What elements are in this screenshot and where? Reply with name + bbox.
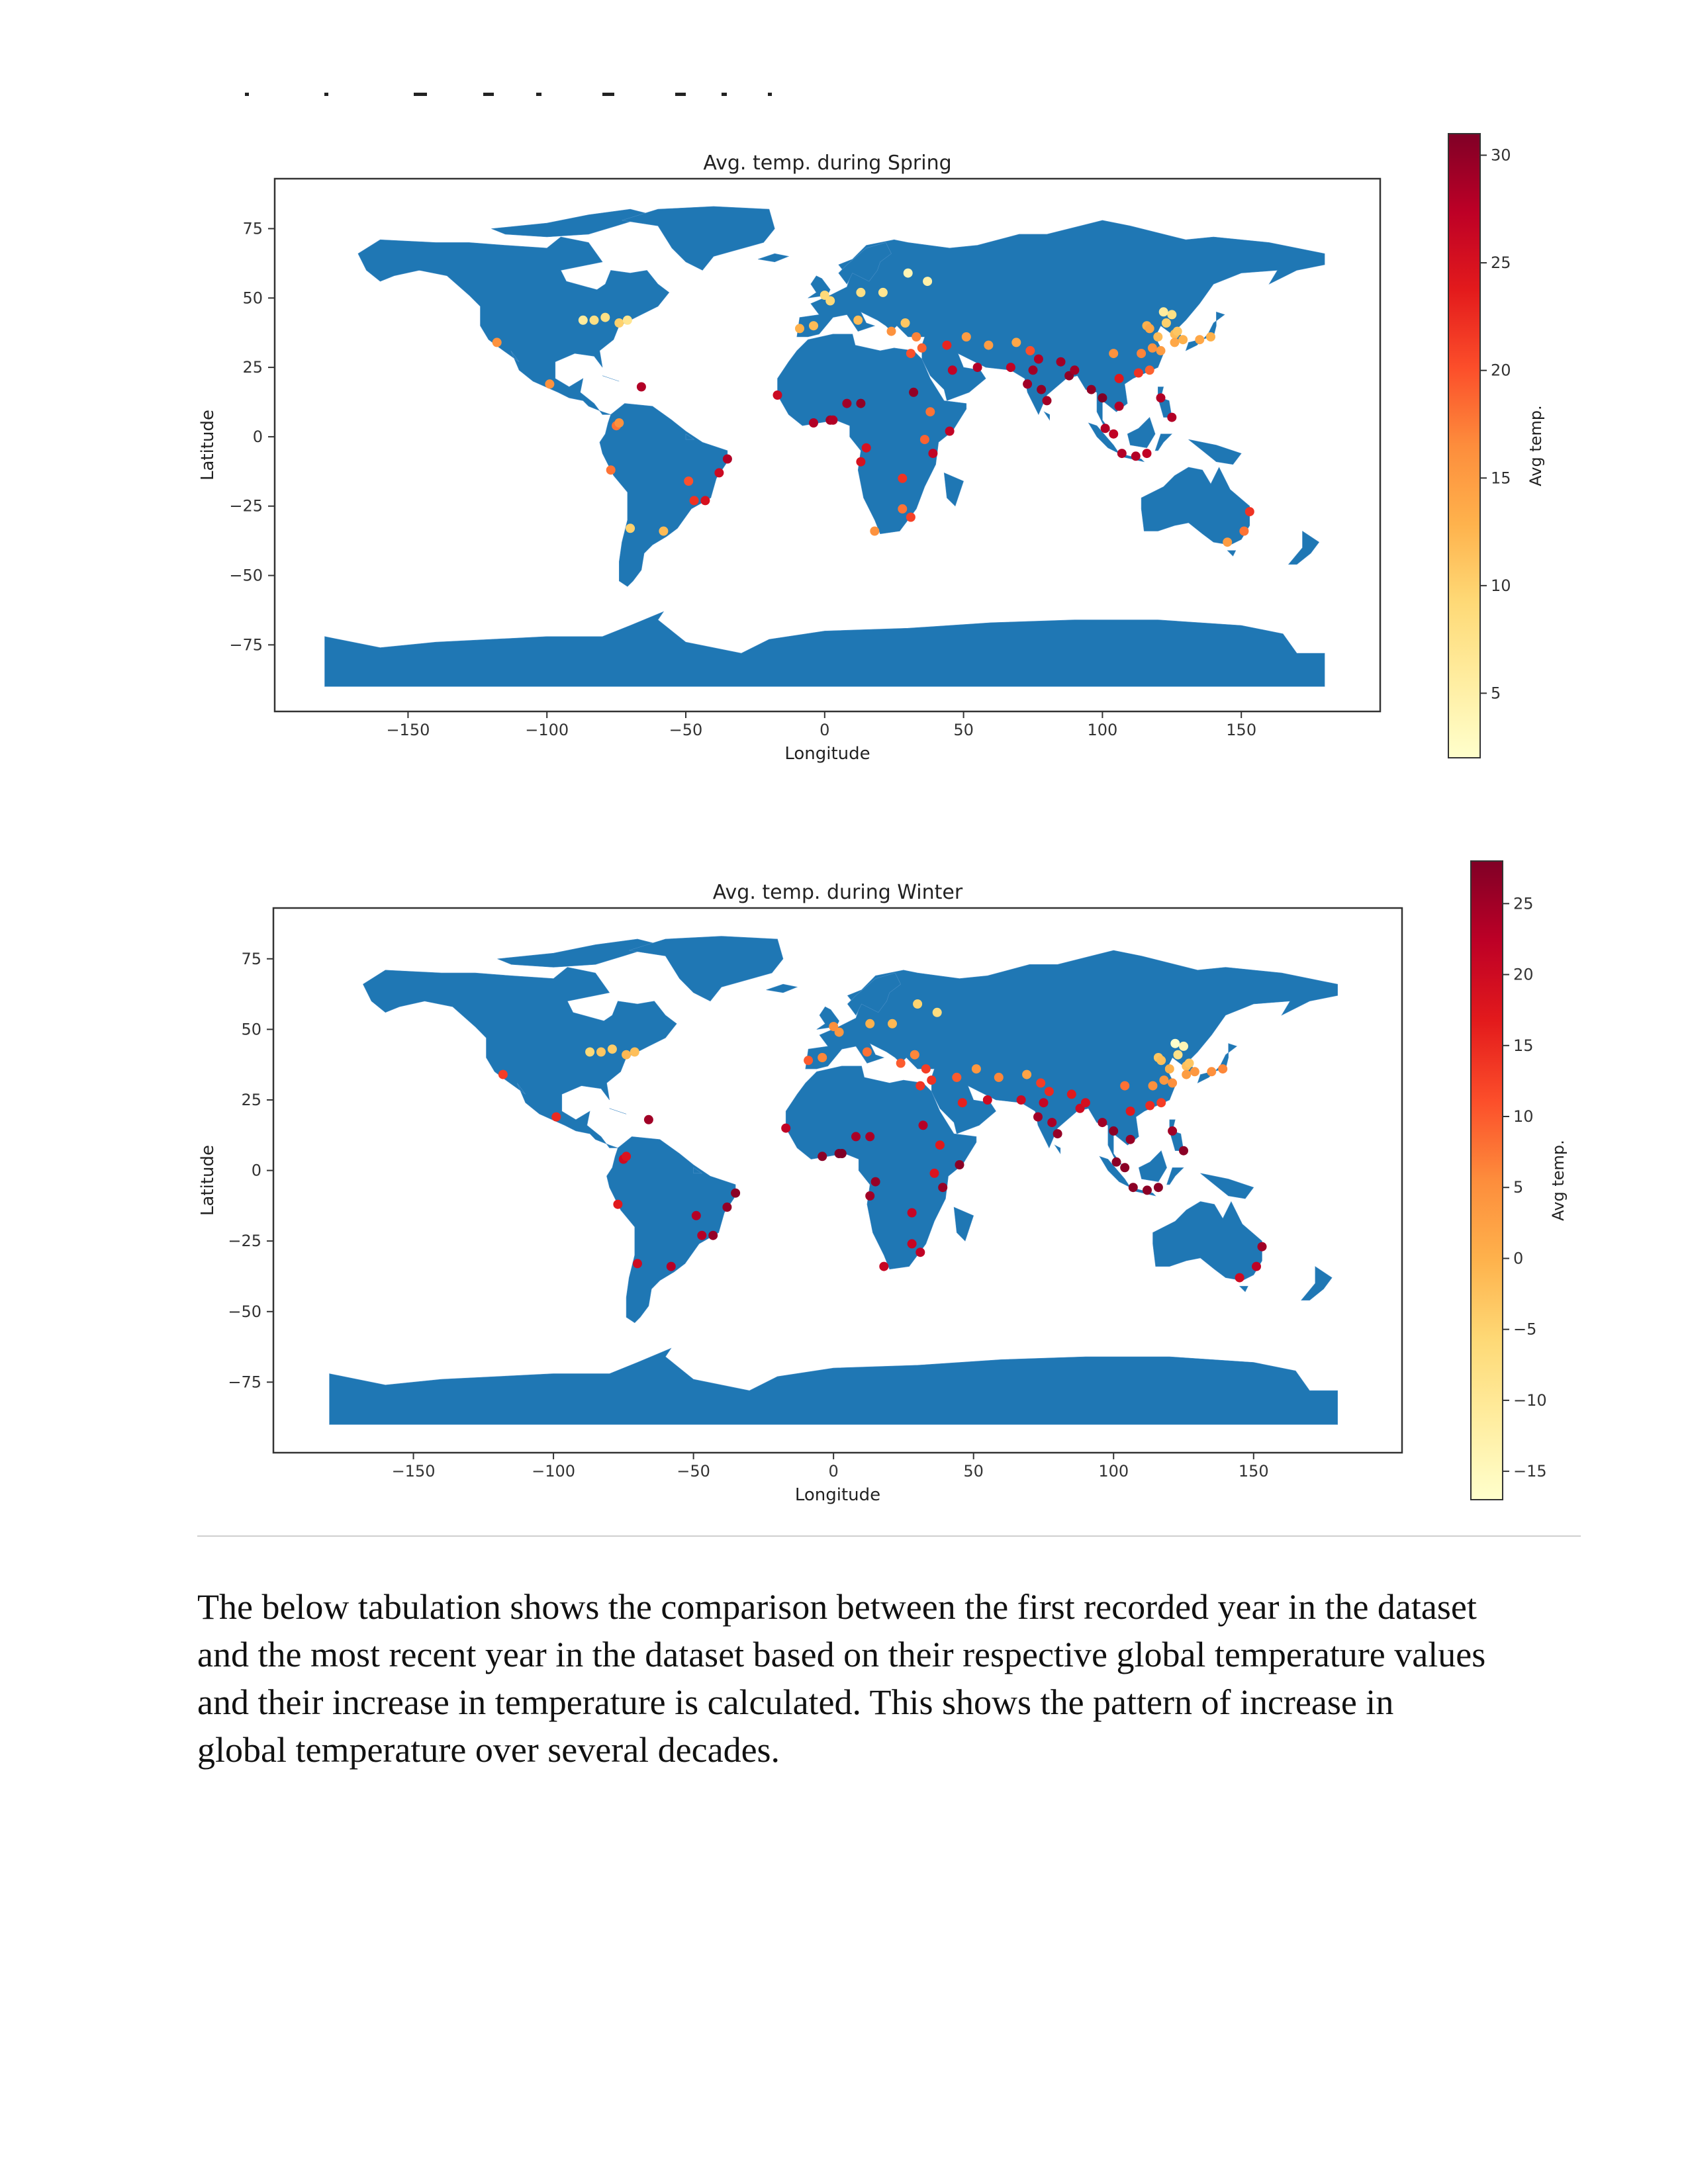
city-point <box>1156 393 1166 402</box>
city-point <box>1098 1118 1107 1127</box>
city-point <box>1023 379 1032 388</box>
city-point <box>863 1048 872 1057</box>
city-point <box>1039 1098 1049 1107</box>
city-point <box>700 496 710 505</box>
city-point <box>633 1259 642 1268</box>
y-tick-label: −25 <box>228 1232 261 1251</box>
y-tick-label: 25 <box>242 358 263 377</box>
city-point <box>935 1140 945 1150</box>
city-point <box>1120 1163 1129 1172</box>
city-point <box>938 1183 947 1192</box>
city-point <box>955 1160 964 1169</box>
city-point <box>613 1200 622 1209</box>
body-paragraph: The below tabulation shows the comparison between the first recorded year in the dataset and the most recent year in the dataset based on their respective global temperature values and their increase in temperature is calculated. This shows the pattern of increase in global temperature over several decades. <box>197 1587 1486 1770</box>
city-point <box>622 1050 631 1060</box>
city-point <box>913 999 922 1009</box>
city-point <box>1033 1113 1043 1122</box>
city-point <box>1195 335 1204 344</box>
city-point <box>1154 1183 1163 1192</box>
x-tick-label: −100 <box>525 721 569 739</box>
city-point <box>984 341 993 350</box>
city-point <box>585 1048 594 1057</box>
chart-title: Avg. temp. during Spring <box>703 152 952 175</box>
city-point <box>1182 1070 1191 1079</box>
city-point <box>898 504 907 514</box>
city-point <box>551 1113 561 1122</box>
city-point <box>1223 537 1232 547</box>
city-point <box>614 418 624 428</box>
cropped-header-marks <box>245 93 774 98</box>
city-point <box>1109 1126 1118 1136</box>
city-point <box>1081 1098 1090 1107</box>
city-point <box>1109 430 1118 439</box>
city-point <box>856 457 865 467</box>
colorbar <box>1471 861 1503 1500</box>
city-point <box>1029 365 1038 375</box>
y-tick-label: 50 <box>242 289 263 308</box>
city-point <box>912 332 921 341</box>
city-point <box>865 1019 874 1028</box>
city-point <box>909 388 918 397</box>
y-tick-label: 50 <box>241 1020 261 1039</box>
city-point <box>962 332 971 341</box>
city-point <box>1178 335 1188 344</box>
city-point <box>614 318 624 328</box>
winter-figure <box>0 834 1688 1516</box>
city-point <box>1101 424 1110 433</box>
x-axis-label: Longitude <box>794 1485 881 1505</box>
city-point <box>1120 1081 1129 1091</box>
city-point <box>731 1189 740 1198</box>
city-point <box>722 1203 731 1212</box>
city-point <box>919 1120 928 1130</box>
city-point <box>692 1211 701 1220</box>
city-point <box>888 1019 897 1028</box>
city-point <box>1174 1050 1183 1060</box>
city-point <box>1025 346 1035 355</box>
city-point <box>906 513 915 522</box>
city-point <box>1207 1067 1216 1076</box>
city-point <box>622 1152 631 1161</box>
city-point <box>1156 346 1166 355</box>
city-point <box>630 1048 639 1057</box>
city-point <box>795 324 804 333</box>
x-tick-label: 100 <box>1098 1462 1129 1480</box>
city-point <box>925 407 935 416</box>
city-point <box>1159 307 1168 316</box>
city-point <box>1117 449 1127 458</box>
city-point <box>1053 1129 1062 1138</box>
city-point <box>667 1262 676 1271</box>
city-point <box>1258 1242 1267 1251</box>
city-point <box>1115 374 1124 383</box>
colorbar <box>1448 134 1480 758</box>
city-point <box>1109 349 1118 358</box>
city-point <box>829 1022 838 1031</box>
city-point <box>1190 1067 1199 1076</box>
city-point <box>1165 1064 1174 1073</box>
city-point <box>684 477 693 486</box>
city-point <box>545 379 554 388</box>
city-point <box>842 399 851 408</box>
city-point <box>492 338 502 347</box>
y-tick-label: −50 <box>229 566 263 585</box>
city-point <box>1134 369 1143 378</box>
city-point <box>590 316 599 325</box>
city-point <box>917 343 927 353</box>
city-point <box>626 523 635 533</box>
city-point <box>1156 1056 1166 1065</box>
x-tick-label: 0 <box>828 1462 839 1480</box>
city-point <box>878 288 888 297</box>
y-tick-label: −50 <box>228 1302 261 1321</box>
city-point <box>1017 1095 1026 1105</box>
city-point <box>690 496 699 505</box>
city-point <box>596 1048 606 1057</box>
y-tick-label: −75 <box>229 635 263 655</box>
colorbar-tick-label: 15 <box>1513 1036 1534 1055</box>
city-point <box>1170 1039 1180 1048</box>
city-point <box>1149 1081 1158 1091</box>
city-point <box>927 1075 936 1085</box>
x-axis-label: Longitude <box>784 744 870 764</box>
city-point <box>1218 1064 1227 1073</box>
city-point <box>896 1059 906 1068</box>
city-point <box>901 318 910 328</box>
y-tick-label: −25 <box>229 496 263 516</box>
city-point <box>1235 1273 1244 1283</box>
city-point <box>714 468 724 477</box>
city-point <box>1185 1059 1194 1068</box>
city-point <box>1168 1078 1177 1087</box>
city-point <box>498 1070 508 1079</box>
x-tick-label: −150 <box>386 721 430 739</box>
city-point <box>1067 1089 1076 1099</box>
city-point <box>1167 310 1176 319</box>
city-point <box>1145 1101 1154 1111</box>
city-point <box>945 427 955 436</box>
city-point <box>952 1073 961 1082</box>
colorbar-label: Avg temp. <box>1526 405 1545 486</box>
city-point <box>1043 396 1052 405</box>
city-point <box>928 449 937 458</box>
city-point <box>887 327 896 336</box>
city-point <box>1245 507 1254 516</box>
x-tick-label: −50 <box>677 1462 710 1480</box>
chart-title: Avg. temp. during Winter <box>712 881 963 904</box>
city-point <box>1047 1118 1056 1127</box>
city-point <box>606 465 616 475</box>
y-tick-label: 0 <box>252 427 263 446</box>
spring-chart <box>0 106 1688 781</box>
city-point <box>933 1008 942 1017</box>
y-tick-label: −75 <box>228 1373 261 1392</box>
city-point <box>1022 1070 1031 1079</box>
x-tick-label: 150 <box>1238 1462 1269 1480</box>
city-point <box>994 1073 1004 1082</box>
y-tick-label: 75 <box>241 949 261 968</box>
city-point <box>697 1231 706 1240</box>
city-point <box>879 1262 888 1271</box>
city-point <box>1011 338 1021 347</box>
city-point <box>579 316 588 325</box>
city-point <box>865 1191 874 1201</box>
city-point <box>809 321 818 330</box>
city-point <box>1098 393 1107 402</box>
colorbar-tick-label: 10 <box>1513 1107 1534 1126</box>
y-tick-label: 0 <box>251 1161 261 1180</box>
city-point <box>862 443 871 453</box>
city-point <box>942 341 951 350</box>
city-point <box>837 1149 847 1158</box>
x-tick-label: 150 <box>1226 721 1257 739</box>
city-point <box>865 1132 874 1141</box>
colorbar-tick-label: 10 <box>1491 576 1511 595</box>
city-point <box>1034 355 1043 364</box>
city-point <box>856 399 865 408</box>
city-point <box>1143 1185 1152 1195</box>
city-point <box>637 383 646 392</box>
city-point <box>773 390 782 400</box>
city-point <box>1145 365 1154 375</box>
city-point <box>623 316 632 325</box>
spring-figure <box>0 106 1688 781</box>
city-point <box>608 1044 617 1054</box>
colorbar-tick-label: −15 <box>1513 1462 1547 1481</box>
city-point <box>1070 365 1079 375</box>
y-tick-label: 25 <box>241 1090 261 1109</box>
city-point <box>915 1081 925 1091</box>
x-tick-label: 0 <box>820 721 830 739</box>
city-point <box>1126 1107 1135 1116</box>
city-point <box>871 1177 880 1187</box>
city-point <box>906 349 915 358</box>
city-point <box>659 527 668 536</box>
city-point <box>920 435 929 444</box>
city-point <box>1167 413 1176 422</box>
city-point <box>1143 449 1152 458</box>
colorbar-tick-label: −5 <box>1513 1320 1537 1339</box>
city-point <box>1129 1183 1138 1192</box>
city-point <box>1159 1075 1168 1085</box>
city-point <box>1173 327 1182 336</box>
city-point <box>1170 338 1180 347</box>
city-point <box>1126 1135 1135 1144</box>
city-point <box>644 1115 653 1124</box>
city-point <box>1162 318 1171 328</box>
city-point <box>1179 1146 1188 1156</box>
city-point <box>820 291 829 300</box>
city-point <box>1153 332 1162 341</box>
city-point <box>1045 1087 1054 1096</box>
city-point <box>818 1152 827 1161</box>
city-point <box>1115 402 1124 411</box>
city-point <box>958 1098 967 1107</box>
city-point <box>870 527 879 536</box>
city-point <box>818 1053 827 1062</box>
colorbar-tick-label: −10 <box>1513 1390 1547 1410</box>
city-point <box>1179 1042 1188 1051</box>
colorbar-tick-label: 0 <box>1513 1249 1524 1268</box>
colorbar-tick-label: 5 <box>1513 1178 1524 1197</box>
x-tick-label: −150 <box>391 1462 436 1480</box>
city-point <box>804 1056 813 1065</box>
x-tick-label: 50 <box>953 721 974 739</box>
city-point <box>908 1208 917 1218</box>
city-point <box>600 313 610 322</box>
city-point <box>1239 527 1248 536</box>
city-point <box>1252 1262 1261 1271</box>
city-point <box>809 418 818 428</box>
colorbar-tick-label: 30 <box>1491 146 1511 165</box>
colorbar-tick-label: 20 <box>1513 965 1534 984</box>
x-tick-label: −50 <box>669 721 703 739</box>
city-point <box>1112 1158 1121 1167</box>
city-point <box>856 288 865 297</box>
colorbar-tick-label: 15 <box>1491 469 1511 488</box>
city-point <box>915 1248 925 1257</box>
city-point <box>1137 349 1146 358</box>
x-tick-label: 50 <box>963 1462 984 1480</box>
city-point <box>1168 1126 1177 1136</box>
city-point <box>930 1169 939 1178</box>
city-point <box>904 269 913 278</box>
city-point <box>1087 385 1096 394</box>
city-point <box>723 455 732 464</box>
city-point <box>1037 385 1046 394</box>
city-point <box>1206 332 1215 341</box>
city-point <box>708 1231 718 1240</box>
city-point <box>923 277 932 286</box>
city-point <box>973 363 982 372</box>
city-point <box>1036 1078 1045 1087</box>
city-point <box>851 1132 861 1141</box>
city-point <box>898 474 907 483</box>
city-point <box>1131 451 1141 461</box>
y-tick-label: 75 <box>242 219 263 238</box>
city-point <box>1148 343 1157 353</box>
x-tick-label: −100 <box>532 1462 576 1480</box>
y-axis-label: Latitude <box>198 409 218 481</box>
colorbar-tick-label: 5 <box>1491 684 1501 703</box>
colorbar-label: Avg temp. <box>1549 1140 1568 1221</box>
city-point <box>972 1064 981 1073</box>
colorbar-tick-label: 25 <box>1491 253 1511 273</box>
colorbar-tick-label: 20 <box>1491 361 1511 380</box>
city-point <box>983 1095 992 1105</box>
city-point <box>1156 1098 1166 1107</box>
city-point <box>828 416 837 425</box>
winter-chart <box>0 834 1688 1516</box>
city-point <box>1006 363 1015 372</box>
section-divider <box>197 1535 1581 1537</box>
city-point <box>1145 324 1154 333</box>
colorbar-tick-label: 25 <box>1513 894 1534 913</box>
y-axis-label: Latitude <box>198 1144 218 1216</box>
city-point <box>781 1124 790 1133</box>
city-point <box>910 1050 919 1060</box>
city-point <box>908 1239 917 1248</box>
x-tick-label: 100 <box>1087 721 1118 739</box>
city-point <box>853 316 863 325</box>
city-point <box>1056 357 1066 367</box>
city-point <box>948 365 957 375</box>
city-point <box>921 1064 931 1073</box>
